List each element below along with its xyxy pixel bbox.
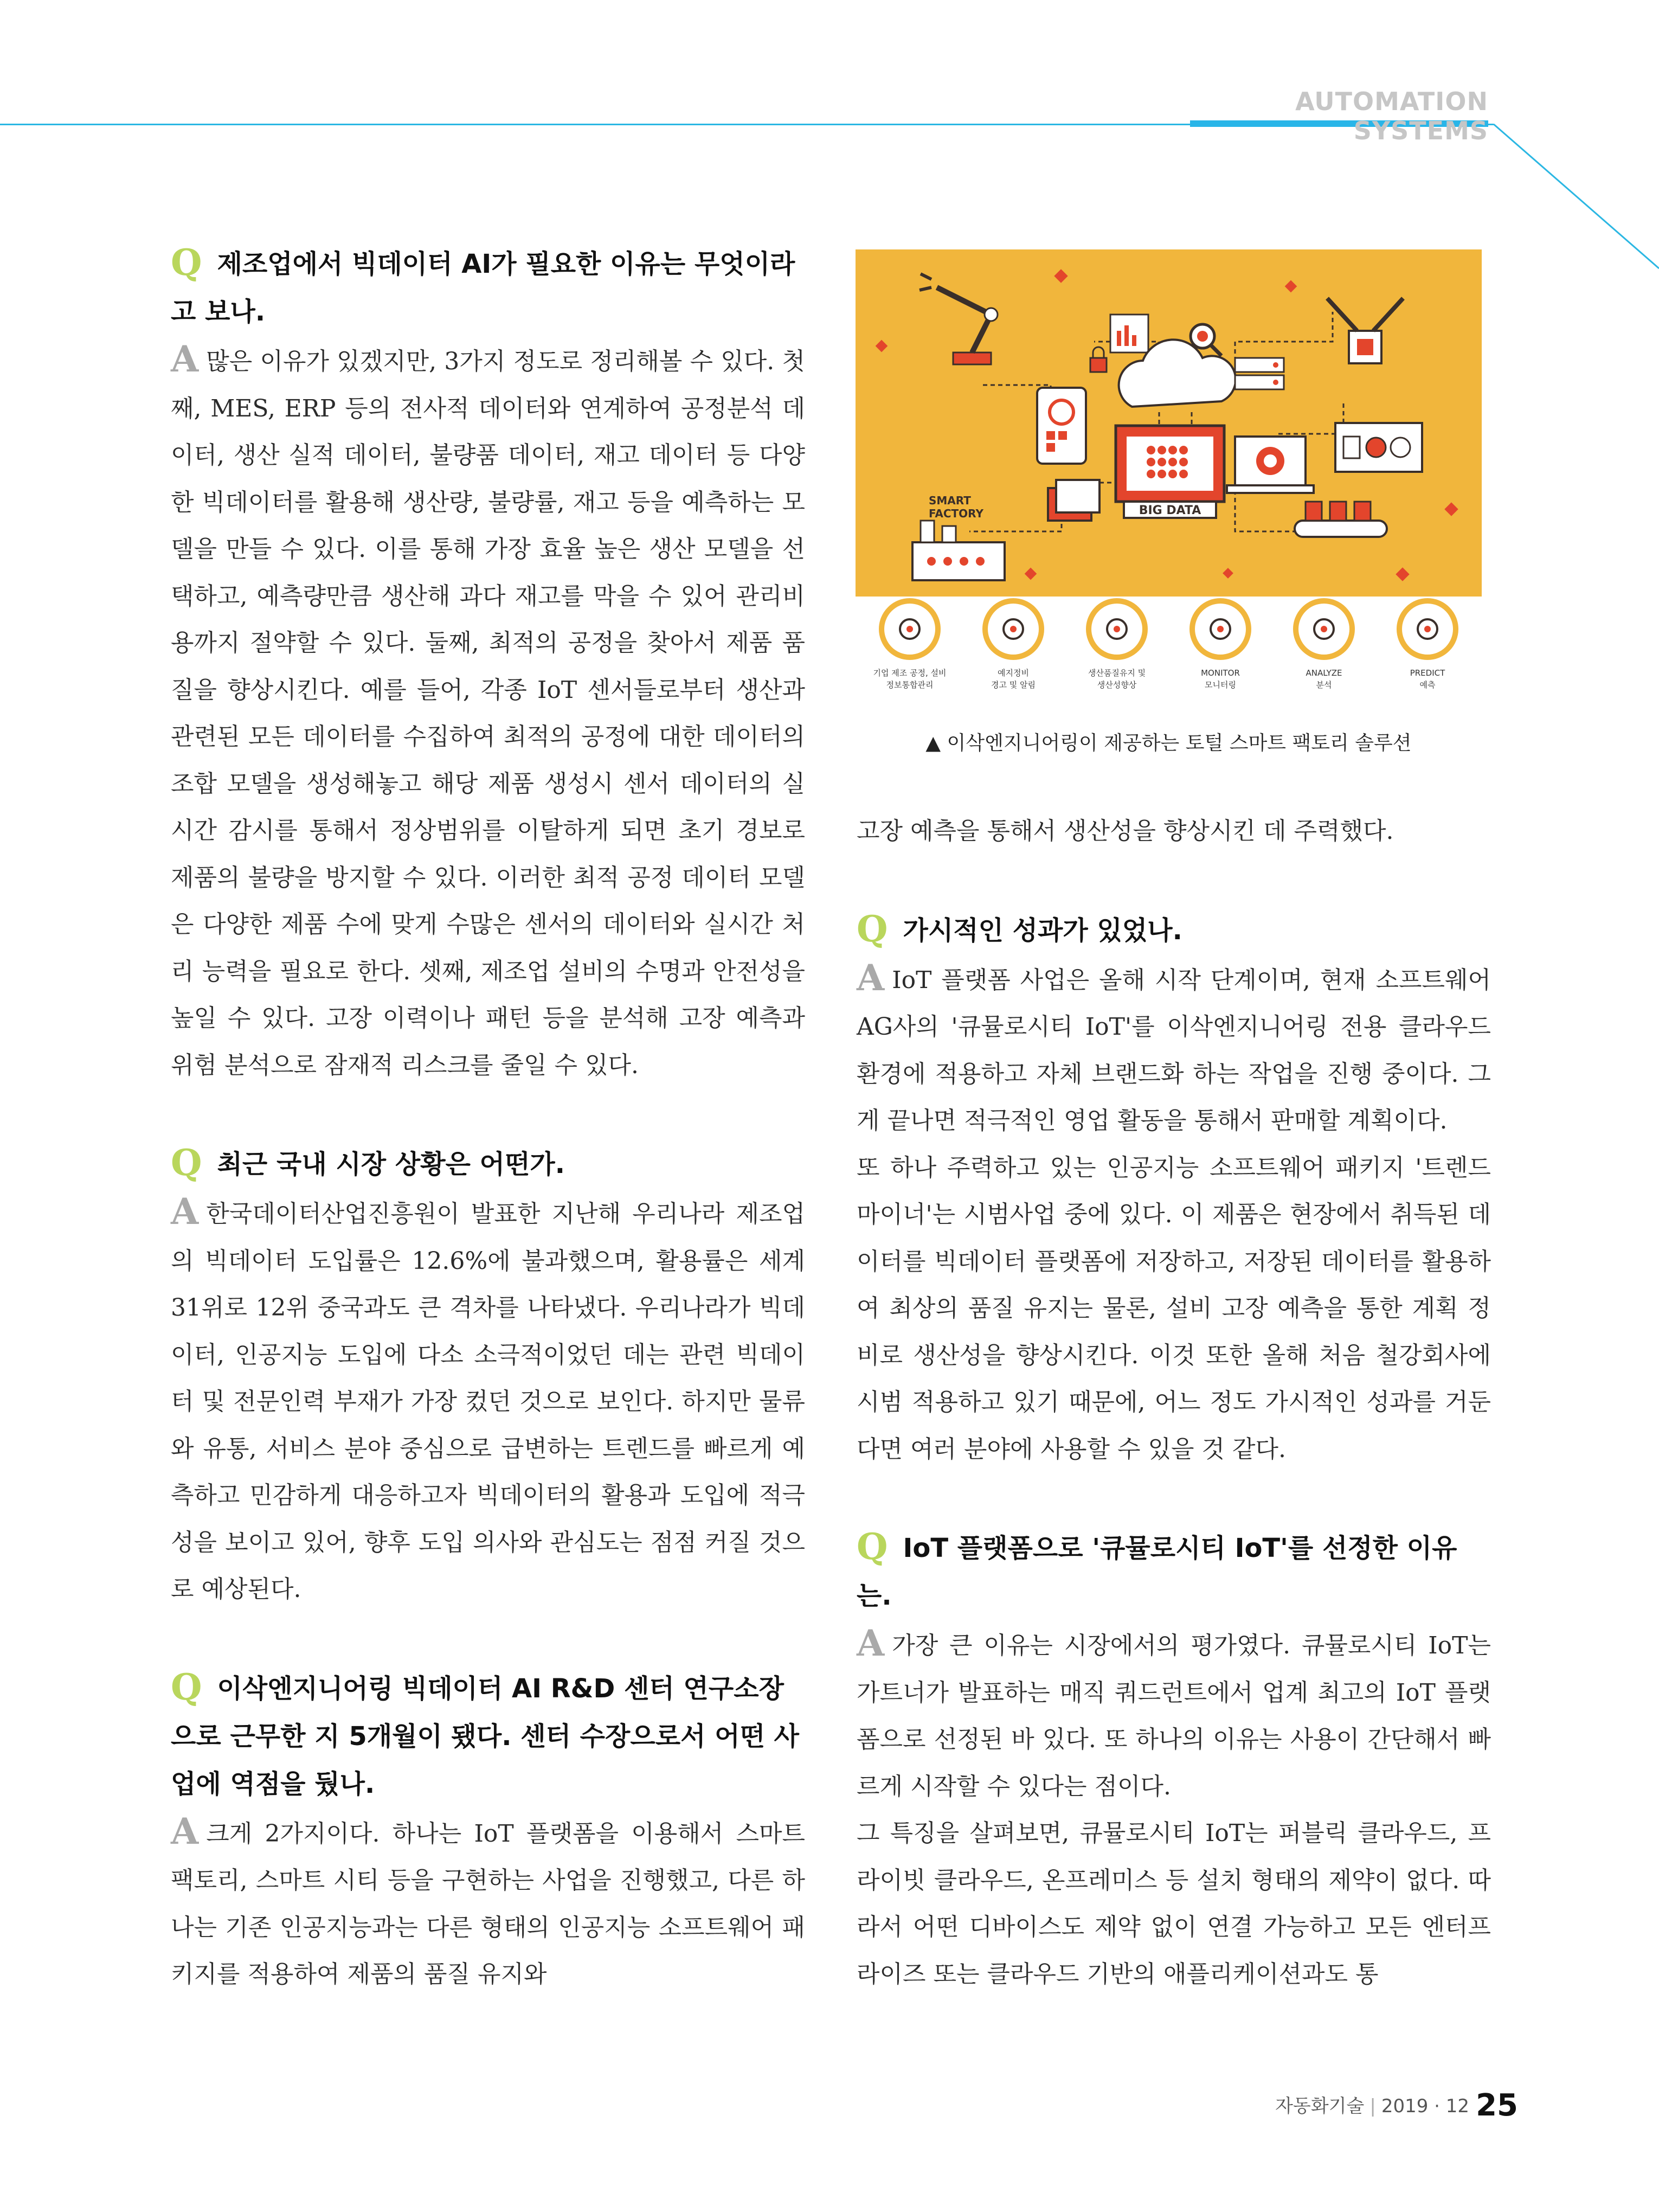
figure-caption: ▲ 이삭엔지니어링이 제공하는 토털 스마트 팩토리 솔루션 <box>925 732 1412 754</box>
question-mark-icon: Q <box>171 241 202 284</box>
question-3 <box>171 1663 805 1808</box>
answer-mark-icon: A <box>857 1622 885 1664</box>
question-5 <box>857 1523 1491 1620</box>
feature-label: PREDICT <box>1410 668 1445 678</box>
chart-document-icon <box>1110 315 1148 352</box>
medal-icon <box>1088 601 1146 690</box>
icon-panel <box>856 597 1482 716</box>
factory-label: FACTORY <box>929 507 983 520</box>
feature-label: 기업 제조 공정, 설비 <box>873 668 947 678</box>
answer-mark-icon: A <box>857 956 885 999</box>
left-column <box>171 239 805 1998</box>
answer-1-text: 많은 이유가 있겠지만, 3가지 정도로 정리해볼 수 있다. 첫째, MES, ERP 등의 전사적 데이터와 연계하여 공정분석 데이터, 생산 실적 데이터, 불량품 데이터, 재고 데이터 등 다양한 빅데이터를 활용해 생산량, 불량률, 재고 등을 예측하는 모델을 만들 수 있다. 이를 통해 가장 효율 높은 생산 모델을 선택하고, 예측량만큼 생산해 과다 재고를 막을 수 있어 관리비용까지 절약할 수 있다. 둘째, 최적의 공정을 찾아서 제품 품질을 향상시킨다. 예를 들어, 각종 IoT 센서들로부터 생산과 관련된 모든 데이터를 수집하여 최적의 공정에 대한 데이터의 조합 모델을 생성해놓고 해당 제품 생성시 센서 데이터의 실시간 감시를 통해서 정상범위를 이탈하게 되면 초기 경보로 제품의 불량을 방지할 수 있다. 이러한 최적 공정 데이터 모델은 다양한 제품 수에 맞게 수많은 센서의 데이터와 실시간 처리 능력을 필요로 한다. 셋째, 제조업 설비의 수명과 안전성을 높일 수 있다. 고장 이력이나 패턴 등을 분석해 고장 예측과 위험 분석으로 잠재적 리스크를 줄일 수 있다. <box>171 348 805 1079</box>
answer-mark-icon: A <box>171 1810 199 1852</box>
question-mark-icon: Q <box>857 1525 888 1568</box>
question-mark-icon: Q <box>857 907 888 950</box>
feature-label: 정보통합관리 <box>886 680 934 690</box>
question-2-text: 최근 국내 시장 상황은 어떤가. <box>217 1149 565 1179</box>
question-mark-icon: Q <box>171 1142 202 1184</box>
question-3-text: 이삭엔지니어링 빅데이터 AI R&D 센터 연구소장으로 근무한 지 5개월이 됐다. 센터 수장으로서 어떤 사업에 역점을 뒀나. <box>171 1673 800 1799</box>
issue-date: 2019 · 12 <box>1381 2095 1470 2117</box>
control-panel-icon <box>1335 423 1422 472</box>
answer-5-paragraph-2: 그 특징을 살펴보면, 큐뮬로시티 IoT는 퍼블릭 클라우드, 프라이빗 클라우드, 온프레미스 등 설치 형태의 제약이 없다. 따라서 어떤 디바이스도 제약 없이 연결 가능하고 모든 엔터프라이즈 또는 클라우드 기반의 애플리케이션과도 통 <box>857 1819 1491 1988</box>
answer-5-text: 가장 큰 이유는 시장에서의 평가였다. 큐뮬로시티 IoT는 가트너가 발표하는 매직 쿼드런트에서 업계 최고의 IoT 플랫폼으로 선정된 바 있다. 또 하나의 이유는 사용이 간단해서 빠르게 시작할 수 있다는 점이다. <box>857 1632 1491 1800</box>
question-1-text: 제조업에서 빅데이터 AI가 필요한 이유는 무엇이라고 보나. <box>171 249 795 327</box>
answer-3-continued: 고장 예측을 통해서 생산성을 향상시킨 데 주력했다. <box>857 817 1394 845</box>
feature-label: 생산성향상 <box>1097 680 1137 690</box>
big-data-label: BIG DATA <box>1139 504 1201 517</box>
answer-3-text: 크게 2가지이다. 하나는 IoT 플랫폼을 이용해서 스마트 팩토리, 스마트 시티 등을 구현하는 사업을 진행했고, 다른 하나는 기존 인공지능과는 다른 형태의 인공지능 소프트웨어 패키지를 적용하여 제품의 품질 유지와 <box>171 1819 805 1988</box>
question-4 <box>857 905 1491 954</box>
page-number: 25 <box>1476 2088 1518 2123</box>
question-4-text: 가시적인 성과가 있었나. <box>903 915 1182 946</box>
question-mark-icon: Q <box>171 1665 202 1708</box>
smart-label: SMART <box>929 494 971 507</box>
question-2 <box>171 1139 805 1188</box>
feature-label: MONITOR <box>1201 668 1240 678</box>
smart-factory-illustration <box>856 249 1482 716</box>
answer-mark-icon: A <box>171 1190 199 1233</box>
feature-label: 분석 <box>1316 680 1332 690</box>
answer-3 <box>171 1808 805 1998</box>
feature-label: 예지정비 <box>998 668 1029 678</box>
feature-label: ANALYZE <box>1306 668 1342 678</box>
laptop-icon <box>1227 437 1314 493</box>
feature-label: 생산품질유지 및 <box>1088 668 1146 678</box>
answer-2-text: 한국데이터산업진흥원이 발표한 지난해 우리나라 제조업의 빅데이터 도입률은 12.6%에 불과했으며, 활용률은 세계 31위로 12위 중국과도 큰 격차를 나타냈다. 우리나라가 빅데이터, 인공지능 도입에 다소 소극적이었던 데는 관련 빅데이터 및 전문인력 부재가 가장 컸던 것으로 보인다. 하지만 물류와 유통, 서비스 분야 중심으로 급변하는 트렌드를 빠르게 예측하고 민감하게 대응하고자 빅데이터의 활용과 도입에 적극성을 보이고 있어, 향후 도입 의사와 관심도는 점점 커질 것으로 예상된다. <box>171 1200 805 1603</box>
answer-5 <box>857 1620 1491 1810</box>
footer-separator: | <box>1369 2095 1376 2117</box>
answer-2 <box>171 1188 805 1613</box>
right-column <box>857 808 1491 1998</box>
tablet-icon <box>1037 388 1086 464</box>
folder-icon <box>1048 480 1099 521</box>
chart-board-icon <box>873 601 947 690</box>
publication-name: 자동화기술 <box>1275 2095 1365 2117</box>
section-title: AUTOMATION SYSTEMS <box>1295 87 1488 145</box>
answer-4-text: IoT 플랫폼 사업은 올해 시작 단계이며, 현재 소프트웨어 AG사의 '큐뮬로시티 IoT'를 이삭엔지니어링 전용 클라우드 환경에 적용하고 자체 브랜드화 하는 작업을 진행 중이다. 그게 끝나면 적극적인 영업 활동을 통해서 판매할 계획이다. <box>857 966 1491 1134</box>
feature-label: 예측 <box>1419 680 1436 690</box>
feature-label: 모니터링 <box>1205 680 1236 690</box>
page-footer <box>1225 2088 1518 2123</box>
feature-label: 경고 및 알림 <box>991 680 1036 690</box>
answer-1 <box>171 336 805 1089</box>
question-1 <box>171 239 805 336</box>
answer-mark-icon: A <box>171 338 199 380</box>
answer-4 <box>857 954 1491 1145</box>
question-5-text: IoT 플랫폼으로 '큐뮬로시티 IoT'를 선정한 이유는. <box>857 1533 1457 1611</box>
answer-4-paragraph-2: 또 하나 주력하고 있는 인공지능 소프트웨어 패키지 '트렌드마이너'는 시범사업 중에 있다. 이 제품은 현장에서 취득된 데이터를 빅데이터 플랫폼에 저장하고, 저장된 데이터를 활용하여 최상의 품질 유지는 물론, 설비 고장 예측을 통한 계획 정비로 생산성을 향상시킨다. 이것 또한 올해 처음 철강회사에 시범 적용하고 있기 때문에, 어느 정도 가시적인 성과를 거둔다면 여러 분야에 사용할 수 있을 것 같다. <box>857 1153 1491 1463</box>
